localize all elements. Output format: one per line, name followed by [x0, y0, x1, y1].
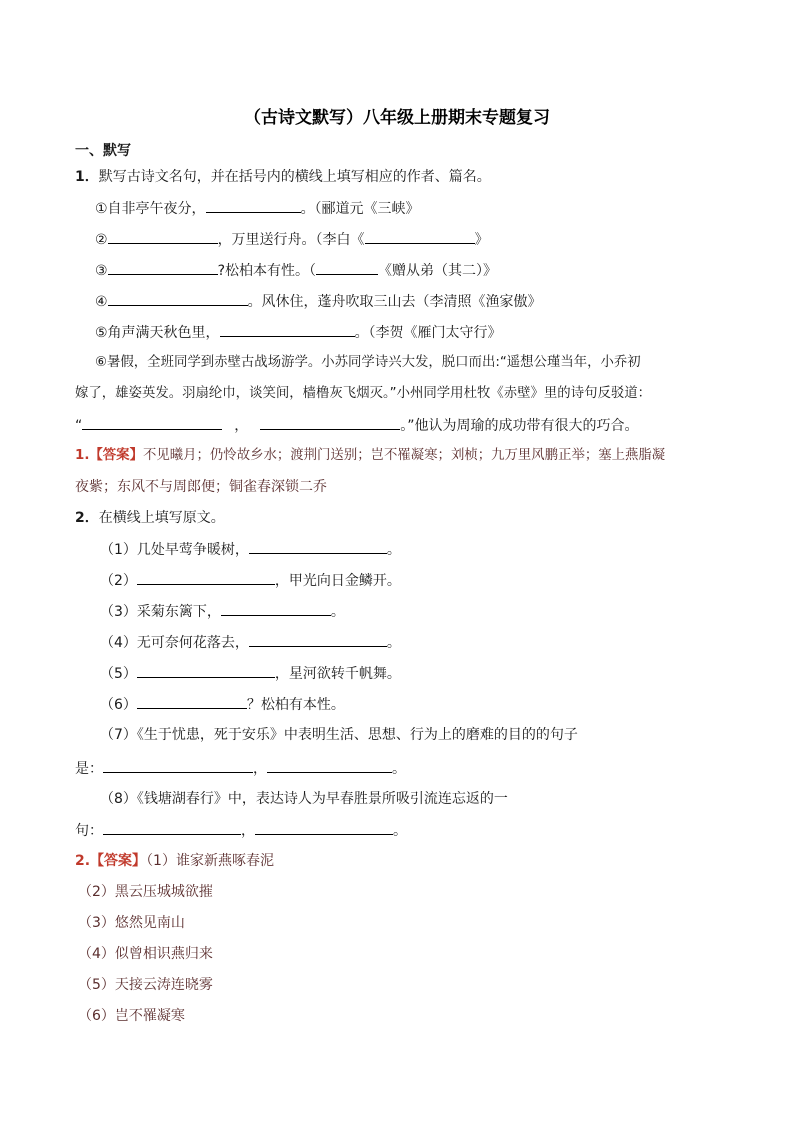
item-text: “ [75, 418, 83, 434]
answer-blank [365, 229, 475, 244]
answer-blank [137, 694, 247, 709]
question-2-stem [75, 508, 225, 528]
answer-blank [206, 198, 301, 213]
q1-item-6-line-1: ⑥暑假，全班同学到赤壁古战场游学。小苏同学诗兴大发，脱口而出:“遥想公瑾当年，小乔初 [95, 355, 641, 370]
q2-item-4 [100, 632, 401, 653]
answer-blank [249, 632, 387, 647]
item-text: ， [234, 418, 249, 434]
answer-label: 1.【答案】 [75, 448, 143, 463]
q2-item-8-line-2 [75, 820, 407, 841]
question-text: 在横线上填写原文。 [98, 510, 225, 526]
answer-blank [82, 415, 222, 430]
question-number: 1． [75, 169, 99, 185]
item-text: 。（李贺《雁门太守行》 [354, 325, 502, 341]
item-text: （3）采菊东篱下， [100, 604, 221, 620]
item-text: ， [241, 823, 255, 839]
answer-blank [137, 663, 275, 678]
question-1-stem [75, 167, 491, 187]
answer-blank [255, 820, 393, 835]
answer-2-line-5: （5）天接云涛连晓雾 [78, 977, 213, 993]
q1-item-2 [95, 229, 489, 250]
item-text: 。 [392, 761, 406, 777]
item-text: 。 [330, 604, 345, 620]
q1-item-6-line-2: 嫁了，雄姿英发。羽扇纶巾，谈笑间，樯橹灰飞烟灭。”小州同学用杜牧《赤壁》里的诗句反驳道： [75, 386, 652, 401]
item-text: ⑤角声满天秋色里， [95, 325, 220, 341]
q2-item-1 [100, 539, 401, 560]
item-text: （6） [100, 697, 137, 713]
page-title: （古诗文默写）八年级上册期末专题复习 [244, 108, 550, 128]
q2-item-2 [100, 570, 401, 591]
answer-blank [103, 820, 241, 835]
item-text: 《赠从弟（其二）》 [378, 263, 497, 279]
answer-1-line-2: 夜紫；东风不与周郎便；铜雀春深锁二乔 [75, 479, 327, 495]
q2-item-6 [100, 694, 345, 715]
item-text: （5） [100, 666, 137, 682]
item-text: （1）几处早莺争暖树， [100, 542, 249, 558]
answer-blank [108, 229, 218, 244]
q1-item-3 [95, 260, 497, 281]
item-text: ④ [95, 294, 108, 310]
q1-item-4 [95, 291, 542, 312]
q1-item-6-line-3 [75, 415, 639, 436]
answer-2-line-4: （4）似曾相识燕归来 [78, 946, 213, 962]
answer-text: （1）谁家新燕啄春泥 [146, 853, 274, 869]
question-number: 2． [75, 510, 99, 526]
item-text: 。 [393, 823, 407, 839]
item-text: 。风休住，蓬舟吹取三山去（李清照《渔家傲》 [247, 294, 542, 310]
item-text: ？松柏有本性。 [246, 697, 345, 713]
answer-blank [221, 601, 331, 616]
answer-2-line-6: （6）岂不罹凝寒 [78, 1008, 185, 1024]
section-heading: 一、默写 [75, 143, 131, 159]
item-text: 。”他认为周瑜的成功带有很大的巧合。 [400, 418, 639, 434]
item-text: ，星河欲转千帆舞。 [274, 666, 401, 682]
answer-blank [108, 291, 248, 306]
q2-item-8-line-1: （8）《钱塘湖春行》中，表达诗人为早春胜景所吸引流连忘返的一 [100, 791, 508, 807]
item-text: ， [253, 761, 267, 777]
answer-blank [137, 570, 275, 585]
item-text: 。（郦道元《三峡》 [300, 201, 420, 217]
item-text: 句： [75, 823, 103, 839]
item-text: ①自非亭午夜分， [95, 201, 206, 217]
answer-blank [249, 539, 387, 554]
answer-2-line-1 [75, 851, 274, 871]
item-text: ③ [95, 263, 108, 279]
answer-blank [108, 260, 218, 275]
question-text: 默写古诗文名句，并在括号内的横线上填写相应的作者、篇名。 [98, 169, 491, 185]
answer-2-line-3: （3）悠然见南山 [78, 915, 185, 931]
item-text: （4）无可奈何花落去， [100, 635, 249, 651]
answer-label: 2.【答案】 [75, 853, 147, 869]
q2-item-7-line-2 [75, 758, 406, 779]
item-text: 是： [75, 761, 103, 777]
q1-item-5 [95, 322, 502, 343]
item-text: 。 [386, 635, 401, 651]
q2-item-3 [100, 601, 345, 622]
answer-blank [316, 260, 378, 275]
item-text: ② [95, 232, 108, 248]
answer-1-line-1 [75, 446, 665, 466]
q1-item-1 [95, 198, 420, 219]
item-text: 》 [474, 232, 489, 248]
q2-item-7-line-1: （7）《生于忧患，死于安乐》中表明生活、思想、行为上的磨难的目的的句子 [100, 727, 578, 743]
answer-blank [260, 415, 400, 430]
answer-blank [103, 758, 253, 773]
item-text: ，万里送行舟。（李白《 [217, 232, 365, 248]
item-text: ，甲光向日金鳞开。 [274, 573, 401, 589]
answer-blank [267, 758, 392, 773]
item-text: （2） [100, 573, 137, 589]
item-text: 。 [386, 542, 401, 558]
answer-2-line-2: （2）黑云压城城欲摧 [78, 884, 213, 900]
answer-text: 不见曦月；仍怜故乡水；渡荆门送别；岂不罹凝寒；刘桢；九万里风鹏正举；塞上燕脂凝 [142, 448, 666, 463]
answer-blank [220, 322, 355, 337]
item-text: ?松柏本有性。（ [217, 263, 316, 279]
q2-item-5 [100, 663, 401, 684]
